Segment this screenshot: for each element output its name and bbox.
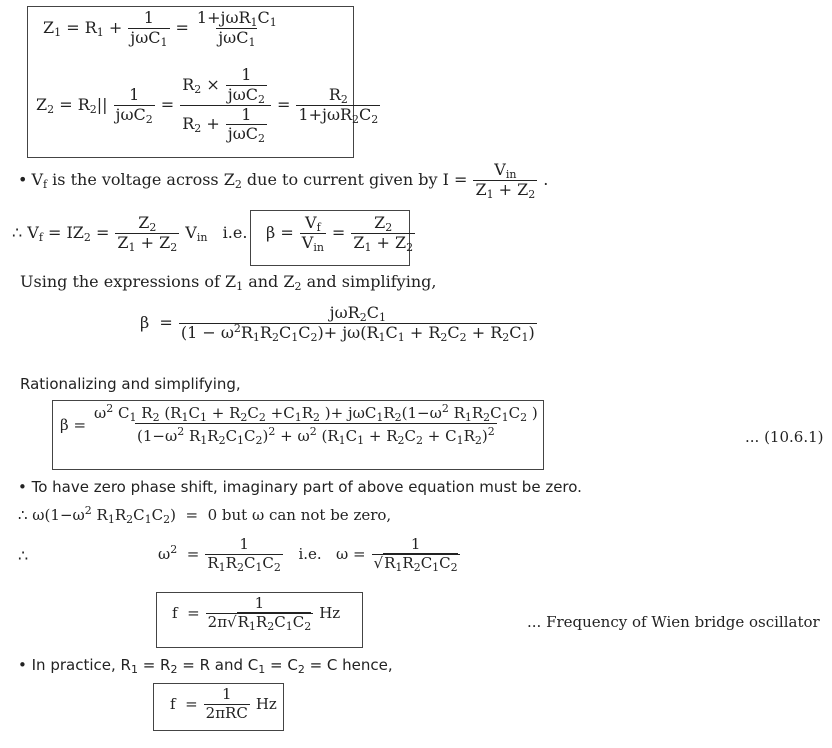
zero-phase-text: • To have zero phase shift, imaginary part of above equation must be zero. xyxy=(18,478,582,496)
rationalizing-text: Rationalizing and simplifying, xyxy=(20,375,241,393)
vf-description: • $V_f$ is the voltage across $Z_2$ due to current given by I = $\frac{V_{in}}{Z_1 + Z_2}$ . xyxy=(18,160,549,201)
vf-equation: ∴ $V_f = IZ_2$ = $\frac{Z_2}{Z_1 + Z_2}$ $V_{in}$ i.e. xyxy=(12,213,248,254)
equation-number: ... (10.6.1) xyxy=(745,428,824,446)
practice-text: • In practice, $R_1 = R_2 = R$ and $C_1 = C_2 = C$ hence, xyxy=(18,656,393,676)
omega-result: $\omega^2$ = $\frac{1}{R_1R_2C_1C_2}$ i.e. ω = $\frac{1}{√R_1R_2C_1C_2}$ xyxy=(158,535,458,574)
z1-equation: $Z_1 = R_1$ + $\frac{1}{j\omega C_1}$ = $\frac{1+j\omega R_1C_1}{j\omega C_1}$ xyxy=(43,8,277,49)
simple-frequency-formula: f = $\frac{1}{\text{2πRC}}$ Hz xyxy=(170,685,277,722)
therefore-symbol: ∴ xyxy=(18,546,29,565)
frequency-formula: f = $\frac{1}{2\pi√R_1R_2C_1C_2}$ Hz xyxy=(172,594,341,633)
z2-equation: $Z_2 = R_2||$ $\frac{1}{j\omega C_2}$ = $R_2$ × $\frac{1}{j\omega C_2}$ $R_2$ + $\frac{1}{j\omega C_2}$ = $\frac{R_2}{1+j\omega R_2C_2}$ xyxy=(36,65,379,146)
omega-condition: ∴ $\omega(1-\omega^2$ $R_1R_2C_1C_2) = 0$ but ω can not be zero, xyxy=(18,504,392,526)
using-expressions-text: Using the expressions of $Z_1$ and $Z_2$ and simplifying, xyxy=(20,272,437,293)
beta-equation-1: β = $\frac{j\omega R_2C_1}{(1 - \omega^2R_1R_2C_1C_2)+ j\omega(R_1C_1 + R_2C_2 + R_2C_1)}$ xyxy=(140,303,535,344)
beta-ratio: β = $\frac{V_f}{V_{in}}$ = $\frac{Z_2}{Z_1 + Z_2}$ xyxy=(266,213,414,254)
frequency-caption: ... Frequency of Wien bridge oscillator xyxy=(527,613,820,631)
beta-equation-2: β = $\frac{\omega^2 C_1 R_2 (R_1C_1 + R_2C_2 +C_1R_2 )+ j\omega C_1R_2(1-\omega^2 R_1R_2C_1C_2 )}{(1-\omega^2 R_1R_2C_1C_2)^2 + \omega^2 (R_1C_1 + R_2C_2 + C_1R_2)^2}$ xyxy=(60,402,538,447)
